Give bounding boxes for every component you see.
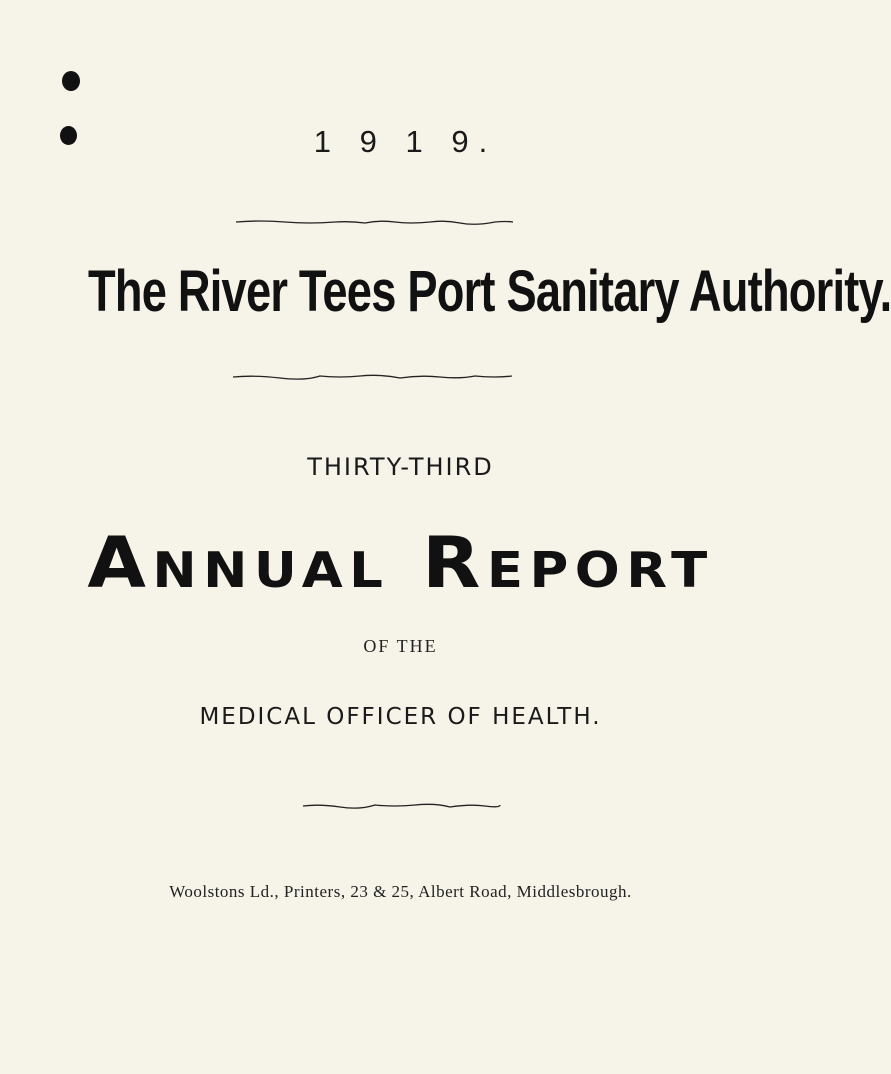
decorative-rule-middle [0,372,801,382]
printer-imprint: Woolstons Ld., Printers, 23 & 25, Albert Road, Middlesbrough. [169,882,632,901]
decorative-rule-top [0,217,801,227]
document-title: The River Tees Port Sanitary Authority. [88,259,891,324]
officer-title: MEDICAL OFFICER OF HEALTH. [199,704,602,730]
report-year: 1 9 1 9. [313,124,498,159]
decorative-rule-bottom [0,801,801,811]
report-ordinal: THIRTY-THIRD [307,453,494,481]
punch-hole-top [62,71,80,91]
of-the-text: OF THE [363,636,438,656]
report-heading: Annual Report [87,522,714,604]
